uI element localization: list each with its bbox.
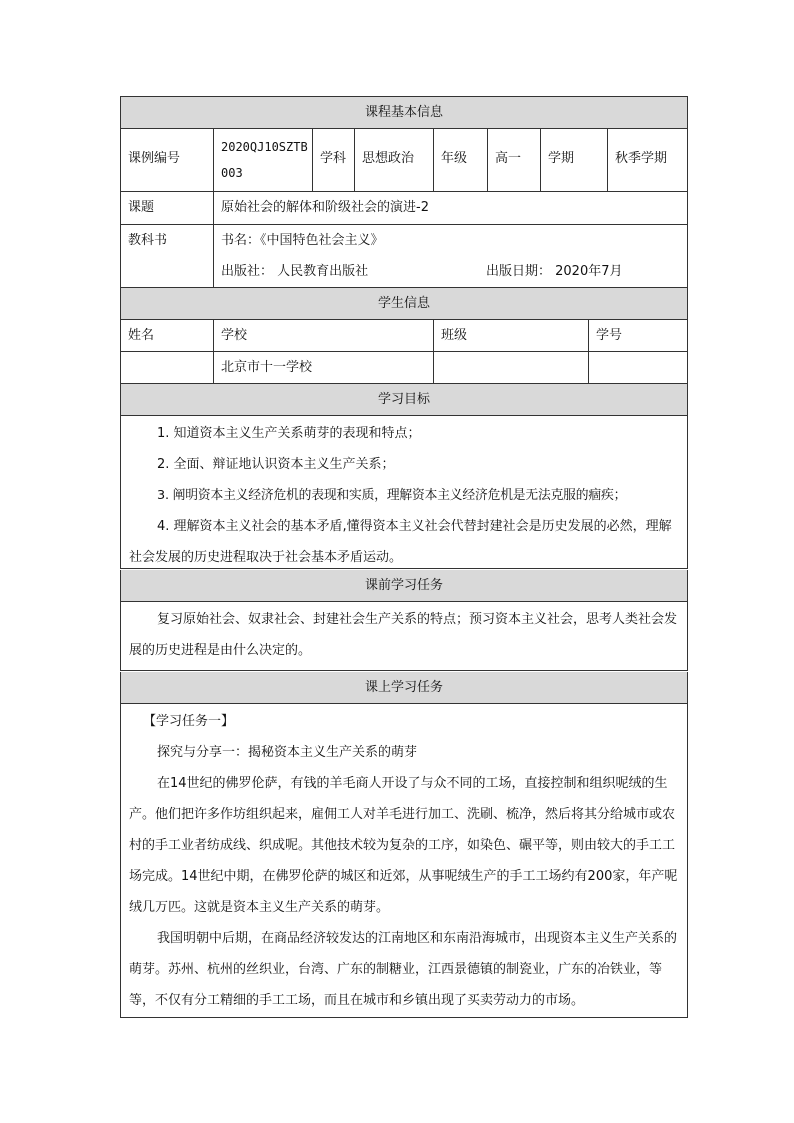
term-label: 学期 xyxy=(540,128,607,191)
name-value xyxy=(121,352,213,383)
topic-value: 原始社会的解体和阶级社会的演进-2 xyxy=(213,192,687,224)
course-code-row xyxy=(120,128,688,192)
school-label: 学校 xyxy=(213,320,433,351)
task-subheading: 探究与分享一：揭秘资本主义生产关系的萌芽 xyxy=(157,745,418,760)
objectives-list xyxy=(120,416,688,569)
grade-label: 年级 xyxy=(433,128,487,191)
objective-item: 1. 知道资本主义生产关系萌芽的表现和特点； xyxy=(157,426,421,441)
grade-value: 高一 xyxy=(487,128,540,191)
topic-label: 课题 xyxy=(128,200,155,215)
code-value-line2: 003 xyxy=(221,166,243,180)
objective-item: 3. 阐明资本主义经济危机的表现和实质，理解资本主义经济危机是无法克服的痼疾； xyxy=(157,488,627,503)
section-header-pre-tasks: 课前学习任务 xyxy=(120,570,688,602)
task-paragraph-2: 我国明朝中后期，在商品经济较发达的江南地区和东南沿海城市，出现资本主义生产关系的萌芽。苏州、杭州的丝织业，台湾、广东的制糖业，江西景德镇的制瓷业，广东的冶铁业，等等，不仅有分工精细的手工工场，而且在城市和乡镇出现了买卖劳动力的市场。 xyxy=(129,931,678,1008)
subject-value: 思想政治 xyxy=(354,128,433,191)
code-value-line1: 2020QJ10SZTB xyxy=(221,140,308,154)
name-label: 姓名 xyxy=(128,328,155,343)
section-header-objectives: 学习目标 xyxy=(120,384,688,416)
section-header-class-tasks: 课上学习任务 xyxy=(120,672,688,704)
student-id-value xyxy=(588,352,687,383)
pub-date: 出版日期： 2020年7月 xyxy=(486,264,623,279)
school-value: 北京市十一学校 xyxy=(213,352,433,383)
publisher: 出版社： 人民教育出版社 xyxy=(221,264,369,279)
term-value: 秋季学期 xyxy=(607,128,687,191)
task-heading: 【学习任务一】 xyxy=(143,714,235,729)
code-value xyxy=(213,128,312,191)
task-paragraph-1: 在14世纪的佛罗伦萨，有钱的羊毛商人开设了与众不同的工场，直接控制和组织呢绒的生产。他们把许多作坊组织起来，雇佣工人对羊毛进行加工、洗刷、梳净，然后将其分给城市或农村的手工业者纺成线、织成呢。其他技术较为复杂的工序，如染色、碾平等，则由较大的手工工场完成。14世纪中期，在佛罗伦萨的城区和近郊，从事呢绒生产的手工工场约有200家，年产呢绒几万匹。这就是资本主义生产关系的萌芽。 xyxy=(129,776,678,915)
pre-task-paragraph: 复习原始社会、奴隶社会、封建社会生产关系的特点；预习资本主义社会，思考人类社会发展的历史进程是由什么决定的。 xyxy=(129,612,678,658)
pre-task-text xyxy=(120,602,688,671)
topic-row xyxy=(120,192,688,225)
objective-item: 4. 理解资本主义社会的基本矛盾,懂得资本主义社会代替封建社会是历史发展的必然，理解社会发展的历史进程取决于社会基本矛盾运动。 xyxy=(129,519,672,565)
class-label: 班级 xyxy=(433,320,588,351)
textbook-label: 教科书 xyxy=(128,233,168,248)
section-header-student-info: 学生信息 xyxy=(120,288,688,320)
textbook-value xyxy=(213,225,687,287)
class-task-body xyxy=(120,704,688,1018)
textbook-row xyxy=(120,225,688,288)
student-id-label: 学号 xyxy=(588,320,687,351)
section-header-course-info: 课程基本信息 xyxy=(120,96,688,129)
student-label-row xyxy=(120,320,688,352)
subject-label: 学科 xyxy=(312,128,354,191)
code-label: 课例编号 xyxy=(128,151,181,166)
book-name: 书名：《中国特色社会主义》 xyxy=(221,233,384,248)
objective-item: 2. 全面、辩证地认识资本主义生产关系； xyxy=(157,457,395,472)
student-value-row xyxy=(120,352,688,384)
publisher-line xyxy=(221,256,687,287)
class-value xyxy=(433,352,588,383)
